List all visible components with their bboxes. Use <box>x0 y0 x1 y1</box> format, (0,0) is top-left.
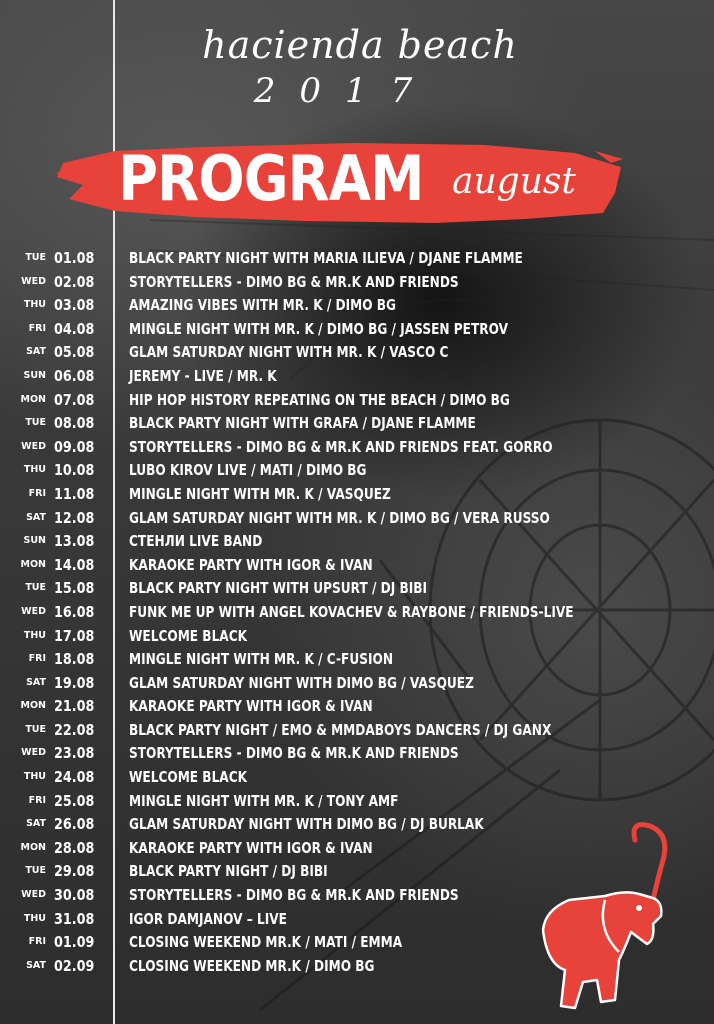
day-of-week: WED <box>21 747 46 759</box>
event-date: 30.08 <box>54 886 95 905</box>
event-title: GLAM SATURDAY NIGHT WITH MR. K / VASCO C <box>129 343 449 362</box>
event-title: IGOR DAMJANOV – LIVE <box>129 909 287 928</box>
event-date: 29.08 <box>54 862 95 881</box>
event-date: 21.08 <box>54 697 95 716</box>
event-date: 18.08 <box>54 650 95 669</box>
day-of-week: MON <box>20 700 46 712</box>
day-of-week: SAT <box>26 511 46 523</box>
day-of-week: WED <box>21 440 46 452</box>
day-of-week: FRI <box>28 794 46 806</box>
day-of-week: WED <box>21 889 46 901</box>
schedule-row <box>0 625 714 649</box>
schedule-row <box>0 341 714 365</box>
day-of-week: TUE <box>25 723 46 735</box>
event-date: 31.08 <box>54 909 95 928</box>
schedule-row <box>0 742 714 766</box>
day-of-week: SAT <box>26 676 46 688</box>
day-of-week: FRI <box>28 936 46 948</box>
schedule-row <box>0 577 714 601</box>
day-of-week: MON <box>20 558 46 570</box>
event-title: СТЕНЛИ LIVE BAND <box>129 532 263 551</box>
schedule-row <box>0 554 714 578</box>
venue-title: hacienda beach <box>202 23 518 67</box>
schedule-row <box>0 601 714 625</box>
event-title: LUBO KIROV LIVE / MATI / DIMO BG <box>129 461 367 480</box>
event-title: STORYTELLERS - DIMO BG & MR.K AND FRIENDS FEAT. GORRO <box>129 437 553 456</box>
event-title: MINGLE NIGHT WITH MR. K / VASQUEZ <box>129 484 391 503</box>
event-date: 02.08 <box>54 272 95 291</box>
event-title: GLAM SATURDAY NIGHT WITH DIMO BG / DJ BURLAK <box>129 815 484 834</box>
event-title: GLAM SATURDAY NIGHT WITH DIMO BG / VASQUEZ <box>129 673 474 692</box>
day-of-week: FRI <box>28 653 46 665</box>
event-title: WELCOME BLACK <box>129 626 248 645</box>
event-title: HIP HOP HISTORY REPEATING ON THE BEACH / DIMO BG <box>129 390 510 409</box>
day-of-week: TUE <box>25 417 46 429</box>
day-of-week: TUE <box>25 252 46 263</box>
event-date: 23.08 <box>54 744 95 763</box>
event-title: BLACK PARTY NIGHT / EMO & MMDABOYS DANCERS / DJ GANX <box>129 720 552 739</box>
schedule-row <box>0 719 714 743</box>
event-date: 25.08 <box>54 791 95 810</box>
event-title: KARAOKE PARTY WITH IGOR & IVAN <box>129 838 373 857</box>
schedule-row <box>0 294 714 318</box>
schedule-row <box>0 695 714 719</box>
schedule-row <box>0 247 714 271</box>
program-heading: PROGRAM <box>118 142 424 215</box>
event-date: 12.08 <box>54 508 95 527</box>
day-of-week: SUN <box>23 535 46 547</box>
event-title: BLACK PARTY NIGHT / DJ BIBI <box>129 862 328 881</box>
schedule-row <box>0 648 714 672</box>
schedule-row <box>0 436 714 460</box>
event-date: 16.08 <box>54 602 95 621</box>
day-of-week: SAT <box>26 346 46 358</box>
event-date: 03.08 <box>54 296 95 315</box>
day-of-week: FRI <box>28 322 46 334</box>
day-of-week: THU <box>23 464 46 476</box>
event-date: 06.08 <box>54 366 95 385</box>
month-label: august <box>452 161 576 202</box>
event-date: 01.09 <box>54 933 95 952</box>
event-title: BLACK PARTY NIGHT WITH UPSURT / DJ BIBI <box>129 579 428 598</box>
schedule-row <box>0 459 714 483</box>
event-title: GLAM SATURDAY NIGHT WITH MR. K / DIMO BG / VERA RUSSO <box>129 508 550 527</box>
day-of-week: MON <box>20 841 46 853</box>
day-of-week: THU <box>23 629 46 641</box>
schedule-row <box>0 530 714 554</box>
day-of-week: THU <box>23 771 46 783</box>
event-title: MINGLE NIGHT WITH MR. K / C-FUSION <box>129 650 393 669</box>
event-title: BLACK PARTY NIGHT WITH MARIA ILIEVA / DJANE FLAMME <box>129 249 523 267</box>
day-of-week: SUN <box>23 369 46 381</box>
event-date: 15.08 <box>54 579 95 598</box>
schedule-row <box>0 318 714 342</box>
day-of-week: WED <box>21 275 46 287</box>
event-date: 26.08 <box>54 815 95 834</box>
event-title: AMAZING VIBES WITH MR. K / DIMO BG <box>129 296 396 315</box>
event-date: 19.08 <box>54 673 95 692</box>
event-date: 04.08 <box>54 319 95 338</box>
event-date: 10.08 <box>54 461 95 480</box>
day-of-week: SAT <box>26 959 46 971</box>
event-date: 01.08 <box>54 249 95 267</box>
event-title: CLOSING WEEKEND MR.K / MATI / EMMA <box>129 933 403 952</box>
event-date: 11.08 <box>54 484 95 503</box>
day-of-week: THU <box>23 912 46 924</box>
event-date: 05.08 <box>54 343 95 362</box>
event-title: WELCOME BLACK <box>129 768 248 787</box>
schedule-row <box>0 672 714 696</box>
event-date: 02.09 <box>54 956 95 975</box>
event-date: 13.08 <box>54 532 95 551</box>
schedule-row <box>0 271 714 295</box>
elephant-logo-icon <box>535 820 685 1020</box>
event-title: CLOSING WEEKEND MR.K / DIMO BG <box>129 956 375 975</box>
event-title: BLACK PARTY NIGHT WITH GRAFA / DJANE FLAMME <box>129 414 476 433</box>
event-title: KARAOKE PARTY WITH IGOR & IVAN <box>129 555 373 574</box>
day-of-week: THU <box>23 299 46 311</box>
event-title: STORYTELLERS - DIMO BG & MR.K AND FRIENDS <box>129 744 459 763</box>
event-title: FUNK ME UP WITH ANGEL KOVACHEV & RAYBONE / FRIENDS-LIVE <box>129 602 574 621</box>
event-title: MINGLE NIGHT WITH MR. K / DIMO BG / JASSEN PETROV <box>129 319 509 338</box>
event-date: 07.08 <box>54 390 95 409</box>
schedule-row <box>0 766 714 790</box>
event-date: 17.08 <box>54 626 95 645</box>
schedule-row <box>0 412 714 436</box>
day-of-week: WED <box>21 605 46 617</box>
event-date: 28.08 <box>54 838 95 857</box>
event-date: 09.08 <box>54 437 95 456</box>
year-title: 2017 <box>253 71 437 111</box>
day-of-week: FRI <box>28 487 46 499</box>
day-of-week: MON <box>20 393 46 405</box>
event-title: KARAOKE PARTY WITH IGOR & IVAN <box>129 697 373 716</box>
event-title: STORYTELLERS - DIMO BG & MR.K AND FRIENDS <box>129 272 459 291</box>
schedule-row <box>0 365 714 389</box>
day-of-week: TUE <box>25 582 46 594</box>
event-date: 08.08 <box>54 414 95 433</box>
schedule-row <box>0 790 714 814</box>
schedule-row <box>0 483 714 507</box>
event-title: MINGLE NIGHT WITH MR. K / TONY AMF <box>129 791 399 810</box>
event-title: JEREMY - LIVE / MR. K <box>129 366 277 385</box>
event-title: STORYTELLERS - DIMO BG & MR.K AND FRIENDS <box>129 886 459 905</box>
day-of-week: SAT <box>26 818 46 830</box>
day-of-week: TUE <box>25 865 46 877</box>
event-date: 24.08 <box>54 768 95 787</box>
schedule-row <box>0 389 714 413</box>
schedule-row <box>0 507 714 531</box>
event-date: 14.08 <box>54 555 95 574</box>
event-date: 22.08 <box>54 720 95 739</box>
